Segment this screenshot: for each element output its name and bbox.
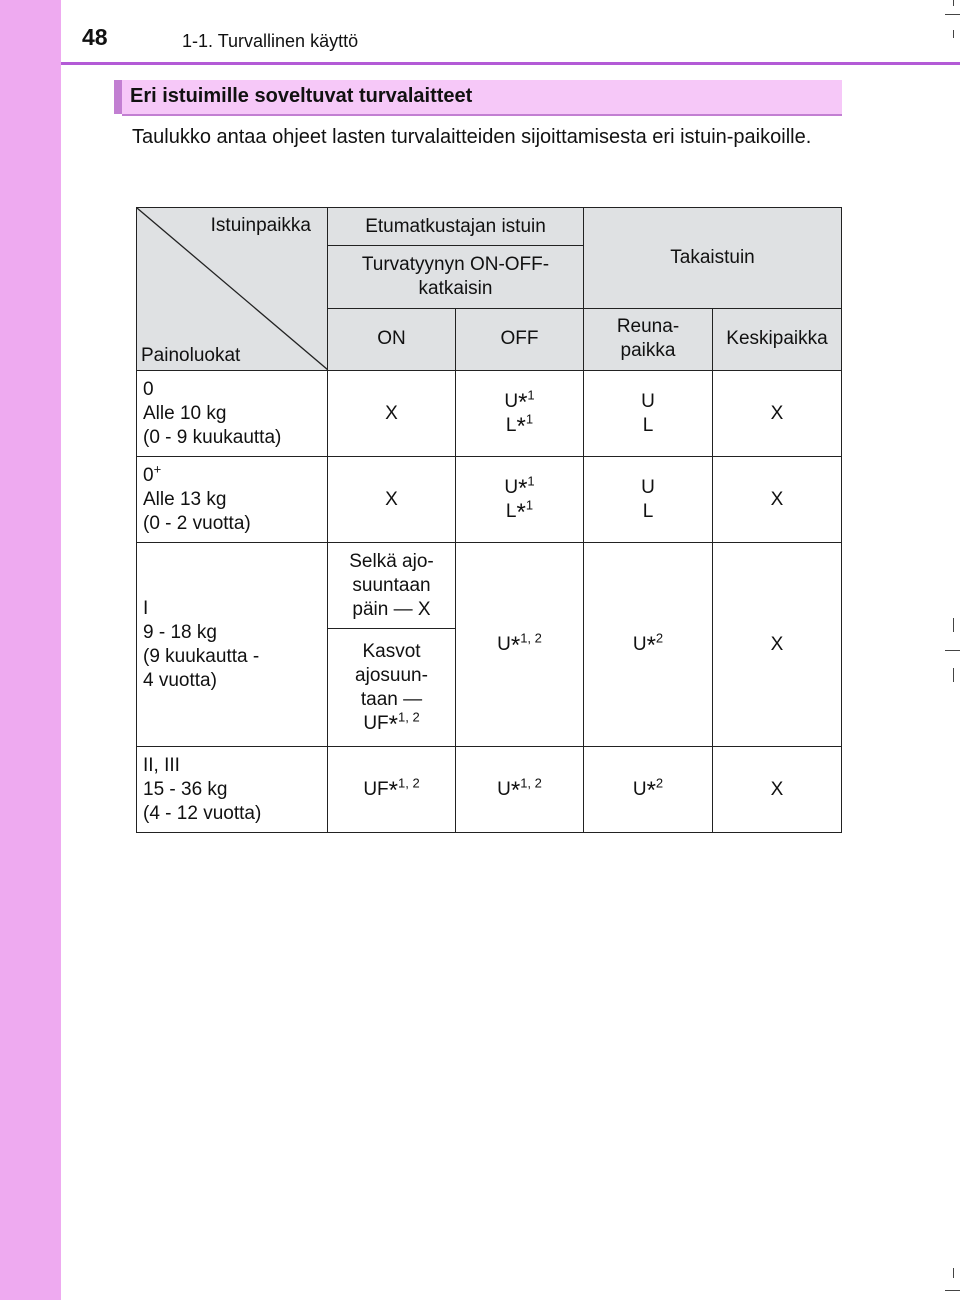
edge-cell: U L [584,371,713,457]
off-cell: U*$^1$ L*$^1$ [456,371,584,457]
weight-label: 9 - 18 kg [143,621,217,643]
crop-mark [945,650,960,651]
weight-label: Alle 13 kg [143,488,227,510]
page-sidebar [0,0,61,1300]
on-cell: X [328,371,456,457]
group-label: II, III [143,754,180,776]
crop-mark [953,1268,954,1278]
on-cell: X [328,457,456,543]
weight-group-cell [137,543,328,747]
corner-top-label: Istuinpaikka [210,215,311,236]
col-center-header: Keskipaikka [713,308,842,370]
age-label: (4 - 12 vuotta) [143,802,262,824]
col-edge-label: Reuna-paikka [616,316,680,362]
table-row [137,457,842,543]
on-cell: UF*$^{1, 2}$ [328,747,456,833]
group-label: 0+ [143,461,162,486]
edge-cell: U L [584,457,713,543]
crop-mark [953,30,954,38]
col-on-header: ON [328,308,456,370]
off-cell: U*$^{1, 2}$ [456,747,584,833]
off-cell: U*$^{1, 2}$ [456,543,584,747]
crop-mark [953,668,954,682]
age-label: (0 - 2 vuotta) [143,512,251,534]
table-row [137,371,842,457]
section-heading-box [114,80,842,114]
weight-label: 15 - 36 kg [143,778,228,800]
corner-header [137,208,328,371]
weight-group-cell [137,371,328,457]
corner-bottom-label: Painoluokat [141,345,241,366]
intro-paragraph: Taulukko antaa ohjeet lasten turvalaitteiden sijoittamisesta eri istuin-paikoille. [132,126,812,148]
weight-group-cell [137,747,328,833]
airbag-switch-header [328,246,584,308]
age-label: (0 - 9 kuukautta) [143,426,282,448]
crop-mark [945,1290,960,1291]
weight-label: Alle 10 kg [143,402,227,424]
age-label: 4 vuotta) [143,669,217,691]
section-title: Eri istuimille soveltuvat turvalaitteet [130,85,473,107]
airbag-switch-label: Turvatyynyn ON-OFF-katkaisin [361,253,550,299]
crop-mark [953,0,954,6]
off-cell: U*$^1$ L*$^1$ [456,457,584,543]
center-cell: X [713,371,842,457]
chapter-title: 1-1. Turvallinen käyttö [182,31,359,51]
group-label: 0 [143,378,154,400]
page-number: 48 [82,24,108,50]
crop-mark [945,14,960,15]
child-restraint-table [136,207,842,833]
front-seat-header: Etumatkustajan istuin [328,208,584,246]
crop-mark [953,618,954,632]
table-row [137,543,842,629]
group-label: I [143,597,149,619]
center-cell: X [713,747,842,833]
edge-cell: U*$^2$ [584,747,713,833]
age-label: (9 kuukautta - [143,645,260,667]
center-cell: X [713,543,842,747]
col-off-header: OFF [456,308,584,370]
edge-cell: U*$^2$ [584,543,713,747]
center-cell: X [713,457,842,543]
on-forward-facing-cell: Kasvot ajosuun-taan — UF*$^{1, 2}$ [328,629,456,747]
table-row [137,747,842,833]
rear-seat-header: Takaistuin [584,208,842,309]
on-rear-facing-cell: Selkä ajo-suuntaan päin — X [328,543,456,629]
weight-group-cell [137,457,328,543]
col-edge-header [584,308,713,370]
header-divider [61,62,960,65]
